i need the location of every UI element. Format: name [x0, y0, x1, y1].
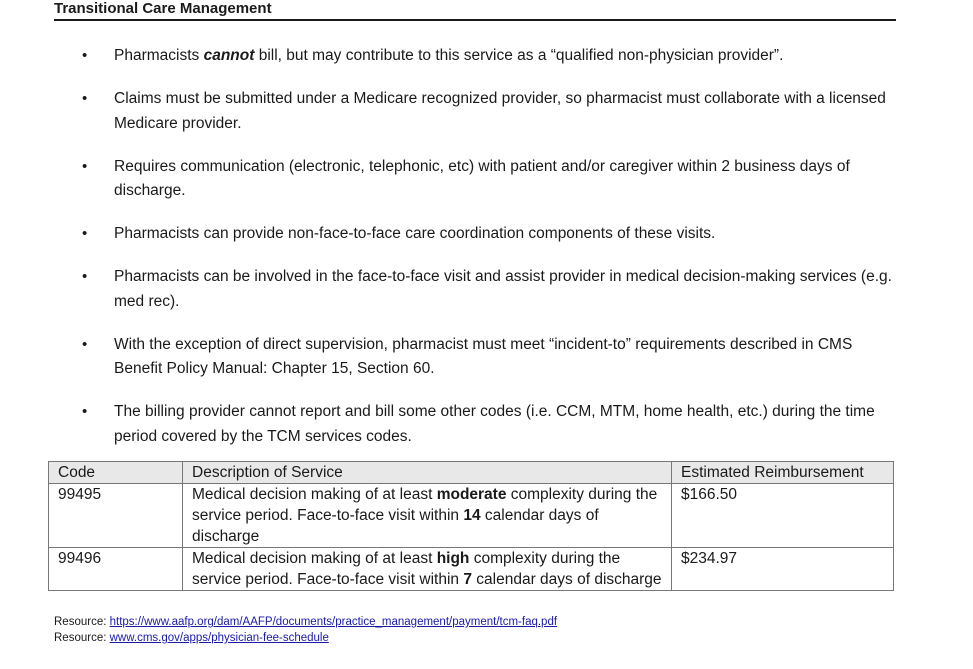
- text-segment: calendar days of discharge: [471, 571, 662, 588]
- emphasis-text: moderate: [436, 486, 507, 503]
- text-segment: Claims must be submitted under a Medicare recognized provider, so pharmacist must collaborate with a licensed Medicare provider.: [114, 90, 886, 132]
- bullet-icon: •: [82, 403, 88, 420]
- text-segment: Medical decision making of at least: [192, 486, 437, 503]
- text-segment: Pharmacists can be involved in the face-to-face visit and assist provider in medical decision-making services (e.g. med rec).: [114, 268, 892, 310]
- emphasis-text: 14: [463, 507, 481, 524]
- emphasis-text: 7: [463, 571, 472, 588]
- reimbursement-cell: $166.50: [672, 484, 894, 548]
- text-segment: Medical decision making of at least: [192, 550, 437, 567]
- code-cell: 99495: [49, 484, 183, 548]
- list-item: [82, 222, 897, 247]
- table-row: [49, 484, 894, 548]
- resource-label: Resource:: [54, 616, 110, 628]
- list-item: [82, 400, 897, 449]
- bullet-list: [82, 44, 897, 468]
- bullet-icon: •: [82, 47, 88, 64]
- resource-link-cms[interactable]: www.cms.gov/apps/physician-fee-schedule: [109, 632, 329, 644]
- resources: [54, 614, 557, 646]
- bullet-icon: •: [82, 335, 88, 353]
- text-segment: calendar days of discharge: [192, 507, 599, 545]
- header-reimbursement: Estimated Reimbursement: [672, 462, 894, 484]
- list-item: [82, 87, 897, 136]
- text-segment: Pharmacists can provide non-face-to-face care coordination components of these visits.: [114, 225, 716, 242]
- resource-line: [54, 630, 557, 646]
- resource-label: Resource:: [54, 632, 110, 644]
- text-segment: complexity during the service period. Face-to-face visit within: [192, 486, 658, 524]
- list-item: [82, 155, 897, 204]
- description-cell: [183, 548, 672, 591]
- service-table: [48, 461, 894, 591]
- list-item: [82, 333, 897, 382]
- text-segment: bill, but may contribute to this service as a “qualified non-physician provider”.: [254, 47, 784, 64]
- reimbursement-cell: $234.97: [672, 548, 894, 591]
- list-item: [82, 265, 897, 314]
- text-segment: Requires communication (electronic, telephonic, etc) with patient and/or caregiver within 2 business days of discharge.: [114, 157, 850, 199]
- text-segment: The billing provider cannot report and bill some other codes (i.e. CCM, MTM, home health, etc.) during the time period covered by the TCM services codes.: [114, 403, 875, 445]
- header-code: Code: [49, 462, 183, 484]
- text-segment: Pharmacists: [114, 47, 204, 64]
- emphasis-text: cannot: [203, 47, 255, 64]
- bullet-icon: •: [82, 225, 88, 242]
- code-cell: 99496: [49, 548, 183, 591]
- resource-link-aafp[interactable]: https://www.aafp.org/dam/AAFP/documents/practice_management/payment/tcm-faq.pdf: [109, 616, 558, 628]
- page-heading: Transitional Care Management: [54, 0, 896, 21]
- list-item: [82, 44, 897, 69]
- description-cell: [183, 484, 672, 548]
- resource-line: [54, 614, 557, 630]
- table-row: [49, 548, 894, 591]
- bullet-icon: •: [82, 268, 88, 285]
- bullet-icon: •: [82, 90, 88, 107]
- text-segment: complexity during the service period. Face-to-face visit within: [192, 550, 621, 588]
- emphasis-text: high: [436, 550, 470, 567]
- bullet-icon: •: [82, 157, 88, 175]
- header-description: Description of Service: [183, 462, 672, 484]
- text-segment: With the exception of direct supervision, pharmacist must meet “incident-to” requirements described in CMS Benefit Policy Manual: Chapter 15, Section 60.: [114, 335, 853, 377]
- table-header-row: [49, 462, 894, 484]
